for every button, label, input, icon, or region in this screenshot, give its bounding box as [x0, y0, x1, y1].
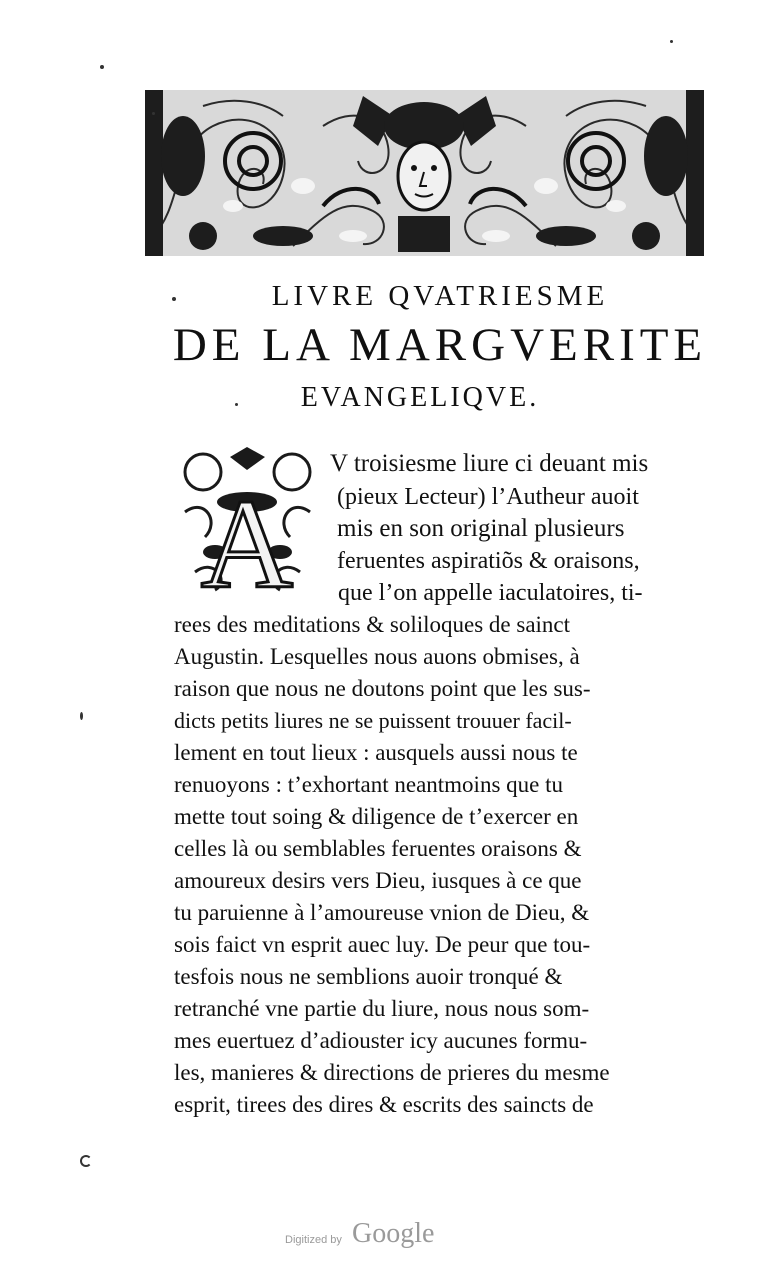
body-line-21: esprit, tirees des dires & escrits des saincts de — [174, 1092, 594, 1117]
scan-speck — [152, 112, 155, 115]
body-line-13: celles là ou semblables feruentes oraisons & — [174, 836, 582, 861]
decorated-initial — [175, 442, 320, 594]
body-line-9: dicts petits liures ne se puissent trouuer facil- — [174, 708, 572, 733]
woodcut-ornament-band — [143, 86, 706, 262]
scan-speck — [172, 297, 176, 301]
body-line-2: (pieux Lecteur) l’Autheur auoit — [337, 484, 639, 510]
body-line-10: lement en tout lieux : ausquels aussi nous te — [174, 740, 578, 765]
heading-line-1: LIVRE QVATRIESME — [271, 280, 609, 312]
heading-line-3: EVANGELIQVE. — [300, 382, 540, 413]
body-line-12: mette tout soing & diligence de t’exercer en — [174, 804, 579, 829]
watermark-prefix: Digitized by — [285, 1234, 342, 1246]
scan-speck — [80, 1155, 92, 1167]
scan-speck — [235, 403, 238, 406]
body-line-3: mis en son original plusieurs — [337, 515, 625, 542]
google-logo: Google — [352, 1218, 435, 1249]
body-line-7: Augustin. Lesquelles nous auons obmises, à — [174, 644, 580, 669]
digitization-watermark — [285, 1218, 485, 1254]
scan-speck — [670, 40, 673, 43]
body-line-5: que l’on appelle iaculatoires, ti- — [338, 580, 643, 606]
body-line-6: rees des meditations & soliloques de sainct — [174, 612, 571, 637]
body-line-18: retranché vne partie du liure, nous nous som- — [174, 996, 590, 1021]
body-line-8: raison que nous ne doutons point que les sus- — [174, 676, 591, 701]
heading-line-2: DE LA MARGVERITE — [172, 319, 708, 371]
body-line-4: feruentes aspiratiõs & oraisons, — [337, 548, 640, 574]
body-line-16: sois faict vn esprit auec luy. De peur que tou- — [174, 932, 591, 957]
scan-speck — [100, 65, 104, 69]
body-line-15: tu paruienne à l’amoureuse vnion de Dieu, & — [174, 900, 590, 925]
body-line-20: les, manieres & directions de prieres du mesme — [174, 1060, 610, 1085]
dropcap-letter: A — [200, 473, 294, 594]
body-line-17: tesfois nous ne semblions auoir tronqué & — [174, 964, 563, 989]
scan-speck — [80, 712, 83, 720]
body-line-11: renuoyons : t’exhortant neantmoins que tu — [174, 772, 564, 797]
body-line-19: mes euertuez d’adiouster icy aucunes formu- — [174, 1028, 588, 1053]
body-line-14: amoureux desirs vers Dieu, iusques à ce que — [174, 868, 582, 893]
body-line-1: V troisiesme liure ci deuant mis — [330, 450, 649, 477]
